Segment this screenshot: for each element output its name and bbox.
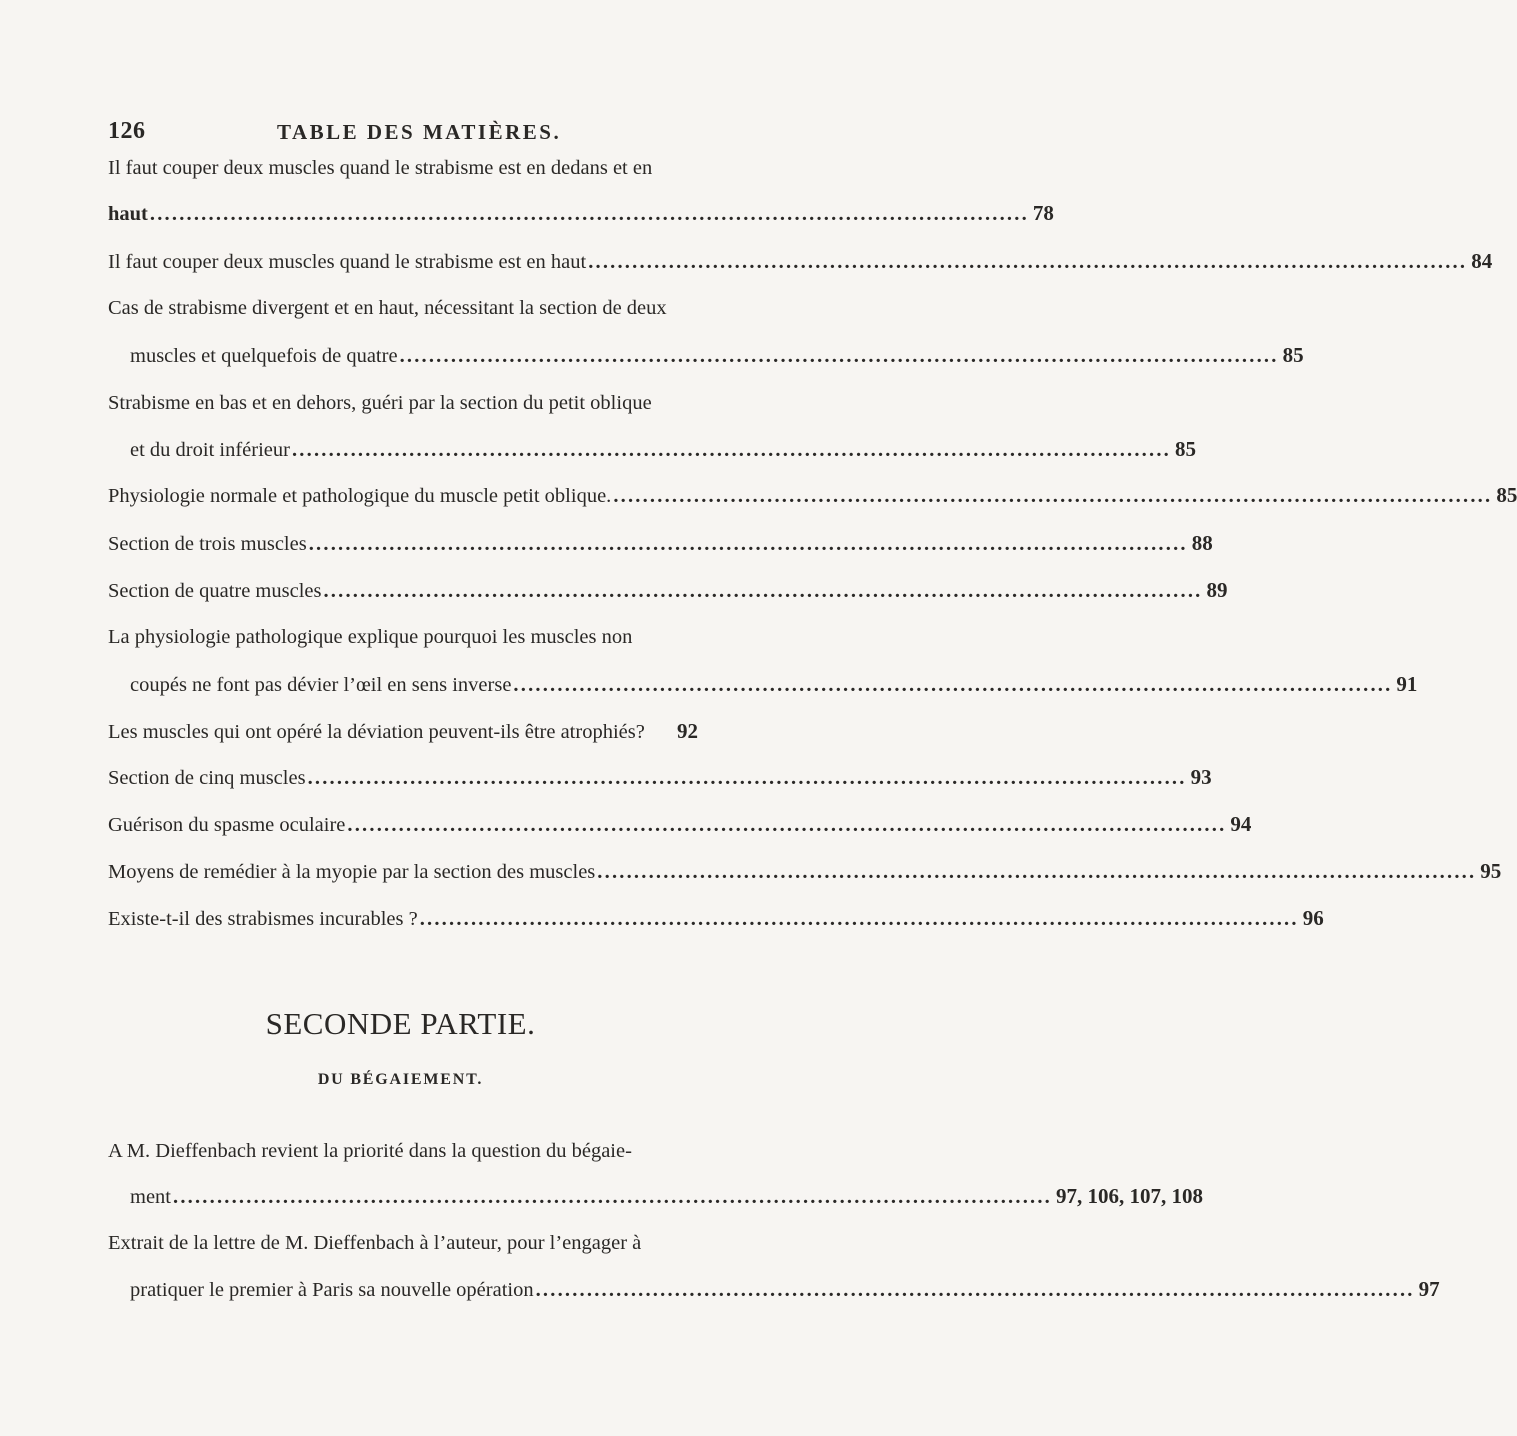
toc-entry-text: Section de trois muscles <box>108 533 307 555</box>
toc-entry-line <box>108 762 1212 792</box>
toc-page-ref: 88 <box>1191 531 1213 555</box>
toc-entry-text: haut <box>108 203 148 225</box>
toc-page-ref: 91 <box>1396 672 1418 696</box>
toc-entry-line <box>108 246 1493 276</box>
dot-leader: ........................................................................................................................ <box>419 908 1299 930</box>
toc-entry-line <box>108 388 698 418</box>
toc-entry-line <box>108 809 1252 839</box>
toc-entry-text: Existe-t-il des strabismes incurables ? <box>108 908 418 930</box>
toc-entry-line <box>108 480 1517 510</box>
toc-entry-text: Les muscles qui ont opéré la déviation peuvent-ils être atrophiés? <box>108 721 645 743</box>
toc-page-ref: 97 <box>1418 1277 1440 1301</box>
toc-entry-text: Section de quatre muscles <box>108 580 322 602</box>
dot-leader: ........................................................................................................................ <box>399 345 1279 367</box>
dot-leader: ........................................................................................................................ <box>173 1186 1052 1208</box>
dot-leader: ........................................................................................................................ <box>513 674 1393 696</box>
running-header <box>108 118 668 145</box>
dot-leader: ........................................................................................................................ <box>307 767 1187 789</box>
toc-entry-text: ment <box>130 1186 171 1208</box>
toc-entry-text: A M. Dieffenbach revient la priorité dans la question du bégaie- <box>108 1140 632 1162</box>
toc-entry-line <box>108 622 698 652</box>
dot-leader: ........................................................................................................................ <box>291 439 1171 461</box>
toc-entry-text: pratiquer le premier à Paris sa nouvelle opération <box>130 1279 534 1301</box>
toc-entry-text: Il faut couper deux muscles quand le strabisme est en haut <box>108 251 587 273</box>
part-title: SECONDE PARTIE. <box>265 1006 536 1041</box>
toc-page-ref: 84 <box>1471 249 1493 273</box>
toc-entry-line <box>108 903 1324 933</box>
toc-page-ref: 92 <box>677 719 698 743</box>
toc-entry-text: Guérison du spasme oculaire <box>108 814 346 836</box>
toc-entry-text: Extrait de la lettre de M. Dieffenbach à l’auteur, pour l’engager à <box>108 1232 642 1254</box>
toc-page-ref: 89 <box>1206 578 1228 602</box>
toc-entry-text: Strabisme en bas et en dehors, guéri par la section du petit oblique <box>108 392 652 414</box>
toc-page-ref: 93 <box>1190 765 1212 789</box>
toc-entry-line <box>108 716 698 746</box>
toc-entry-text: Moyens de remédier à la myopie par la section des muscles <box>108 861 596 883</box>
toc-entry-text: Physiologie normale et pathologique du muscle petit oblique. <box>108 485 612 507</box>
toc-page-ref: 85 <box>1174 437 1196 461</box>
toc-entry-line <box>130 1274 1440 1304</box>
dot-leader: ........................................................................................................................ <box>149 203 1029 225</box>
toc-entry-line <box>108 1228 698 1258</box>
dot-leader: ........................................................................................................................ <box>613 485 1493 507</box>
toc-entry-text: muscles et quelquefois de quatre <box>130 345 398 367</box>
toc-entry-line <box>108 856 1502 886</box>
toc-entry-line <box>130 1181 1203 1211</box>
toc-entry-line <box>130 669 1418 699</box>
toc-entry-text: Il faut couper deux muscles quand le strabisme est en dedans et en <box>108 157 653 179</box>
dot-leader: ........................................................................................................................ <box>535 1279 1415 1301</box>
dot-leader: ........................................................................................................................ <box>588 251 1468 273</box>
toc-page-ref: 97, 106, 107, 108 <box>1056 1184 1203 1208</box>
toc-entry-line <box>130 340 1304 370</box>
page-number: 126 <box>108 118 146 144</box>
dot-leader: ........................................................................................................................ <box>308 533 1188 555</box>
toc-page-ref: 85 <box>1496 483 1517 507</box>
toc-page-ref: 95 <box>1480 859 1502 883</box>
part-subtitle: DU BÉGAIEMENT. <box>317 1071 484 1088</box>
toc-page-ref: 94 <box>1230 812 1252 836</box>
toc-entry-line <box>108 528 1213 558</box>
toc-entry-line <box>108 198 1054 228</box>
toc-entry-text: et du droit inférieur <box>130 439 290 461</box>
dot-leader: ........................................................................................................................ <box>323 580 1203 602</box>
toc-entry-text: La physiologie pathologique explique pourquoi les muscles non <box>108 626 633 648</box>
toc-entry-line <box>108 293 698 323</box>
toc-entry-text: Cas de strabisme divergent et en haut, nécessitant la section de deux <box>108 297 667 319</box>
toc-entry-line <box>108 153 698 183</box>
toc-page-ref: 96 <box>1302 906 1324 930</box>
dot-leader: ........................................................................................................................ <box>597 861 1477 883</box>
toc-entry-line <box>108 575 1228 605</box>
toc-entry-line <box>130 434 1196 464</box>
toc-page-ref: 85 <box>1282 343 1304 367</box>
toc-entry-text: coupés ne font pas dévier l’œil en sens inverse <box>130 674 512 696</box>
running-title: TABLE DES MATIÈRES. <box>277 120 562 144</box>
toc-entry-line <box>108 1136 698 1166</box>
dot-leader: ........................................................................................................................ <box>347 814 1227 836</box>
toc-entry-text: Section de cinq muscles <box>108 767 306 789</box>
toc-page-ref: 78 <box>1032 201 1054 225</box>
